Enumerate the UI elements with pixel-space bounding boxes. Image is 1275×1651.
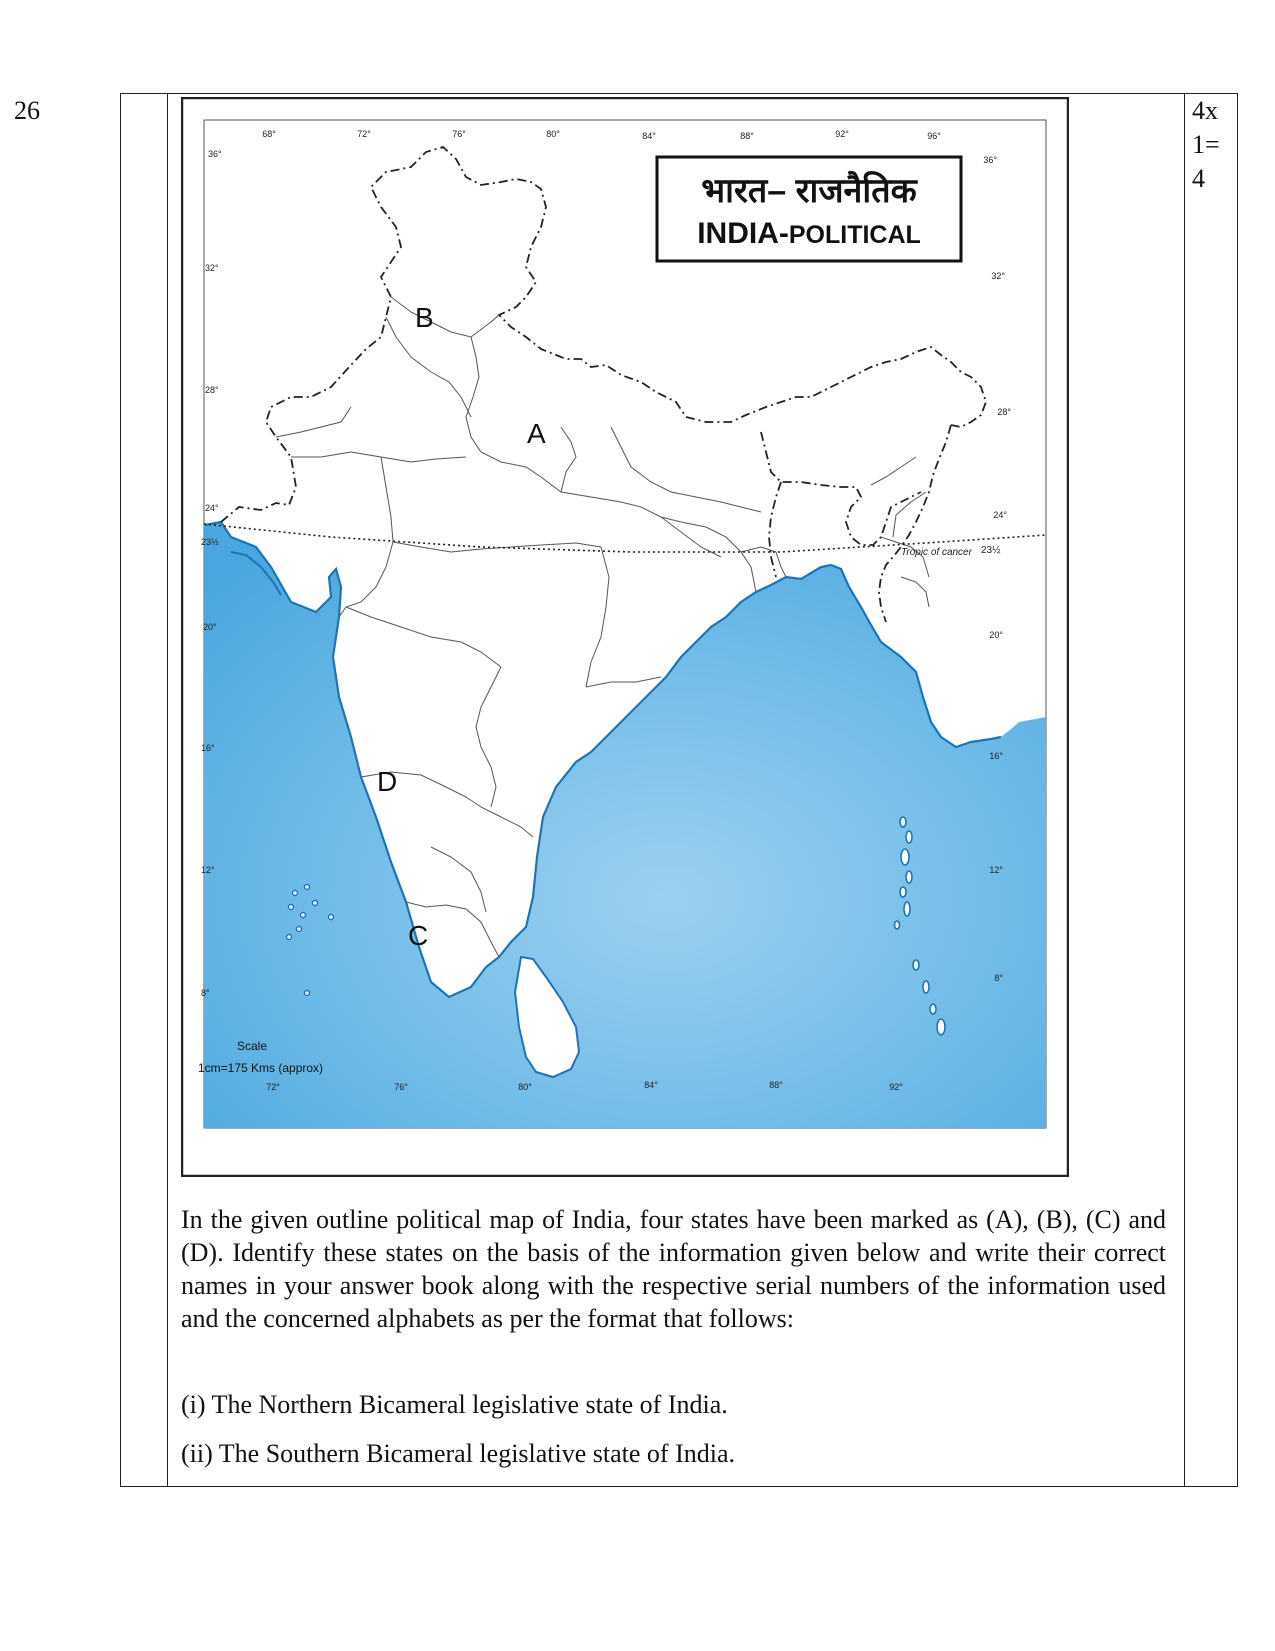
tropic-of-cancer-label: Tropic of cancer [901,547,972,558]
right-latitude-label: 12° [989,865,1003,875]
top-longitude-label: 80° [546,129,560,139]
question-intro: In the given outline political map of India, four states have been marked as (A), (B), (C) and (D). Identify these states on the basis of the information given below and write their correct names in your answer book along with the respective serial numbers of the information used and the concerned alphabets as per the format that follows: [181,1205,1166,1333]
bottom-longitude-label: 88° [769,1080,783,1090]
right-latitude-label: 32° [991,271,1005,281]
left-latitude-label: 8° [201,988,210,998]
scale-label: Scale [237,1039,268,1053]
right-latitude-label: 28° [997,407,1011,417]
map-title-english-sub: POLITICAL [788,221,921,249]
column-divider [167,94,168,1486]
state-marker-a: A [527,418,546,449]
right-latitude-label: 20° [989,630,1003,640]
tropic-of-cancer-value: 23½ [981,545,1001,556]
left-latitude-label: 12° [201,865,215,875]
question-item: (ii) The Southern Bicameral legislative state of India. [181,1439,736,1468]
map-title-english [697,217,921,250]
map-title-hindi: भारत– राजनैतिक [701,172,917,210]
question-item: (i) The Northern Bicameral legislative state of India. [181,1390,728,1419]
bottom-longitude-label: 76° [394,1082,408,1092]
bottom-longitude-label: 92° [889,1082,903,1092]
left-latitude-label: 28° [205,385,219,395]
top-longitude-label: 76° [452,129,466,139]
state-marker-d: D [377,766,398,797]
top-longitude-label: 92° [835,129,849,139]
top-longitude-label: 84° [642,131,656,141]
right-latitude-label: 8° [994,973,1003,983]
map-title-english-main: INDIA [697,217,779,250]
bottom-longitude-label: 80° [518,1082,532,1092]
question-number: 26 [14,96,40,125]
top-longitude-label: 68° [262,129,276,139]
left-latitude-label: 24° [205,503,219,513]
map-title-english-sep: - [778,217,789,250]
right-latitude-label: 24° [993,510,1007,520]
india-political-map [181,97,1069,1177]
bottom-longitude-label: 84° [644,1080,658,1090]
left-latitude-label: 20° [203,622,217,632]
marks-line: 4x [1192,96,1218,125]
top-longitude-label: 96° [927,131,941,141]
scale-value: 1cm=175 Kms (approx) [198,1061,324,1075]
left-latitude-label: 32° [205,263,219,273]
top-longitude-label: 88° [740,131,754,141]
left-latitude-label: 16° [201,743,215,753]
column-divider [1184,94,1185,1486]
bottom-longitude-label: 72° [266,1082,280,1092]
right-latitude-label: 16° [989,751,1003,761]
top-longitude-label: 72° [357,129,371,139]
marks-line: 1= [1192,130,1220,159]
state-marker-c: C [408,920,429,951]
marks-cell [1192,94,1220,196]
question-text [181,1203,1166,1335]
right-latitude-label: 36° [983,155,997,165]
left-latitude-label: 36° [208,149,222,159]
left-latitude-label: 23½ [201,537,219,547]
marks-line: 4 [1192,164,1205,193]
state-marker-b: B [415,302,434,333]
